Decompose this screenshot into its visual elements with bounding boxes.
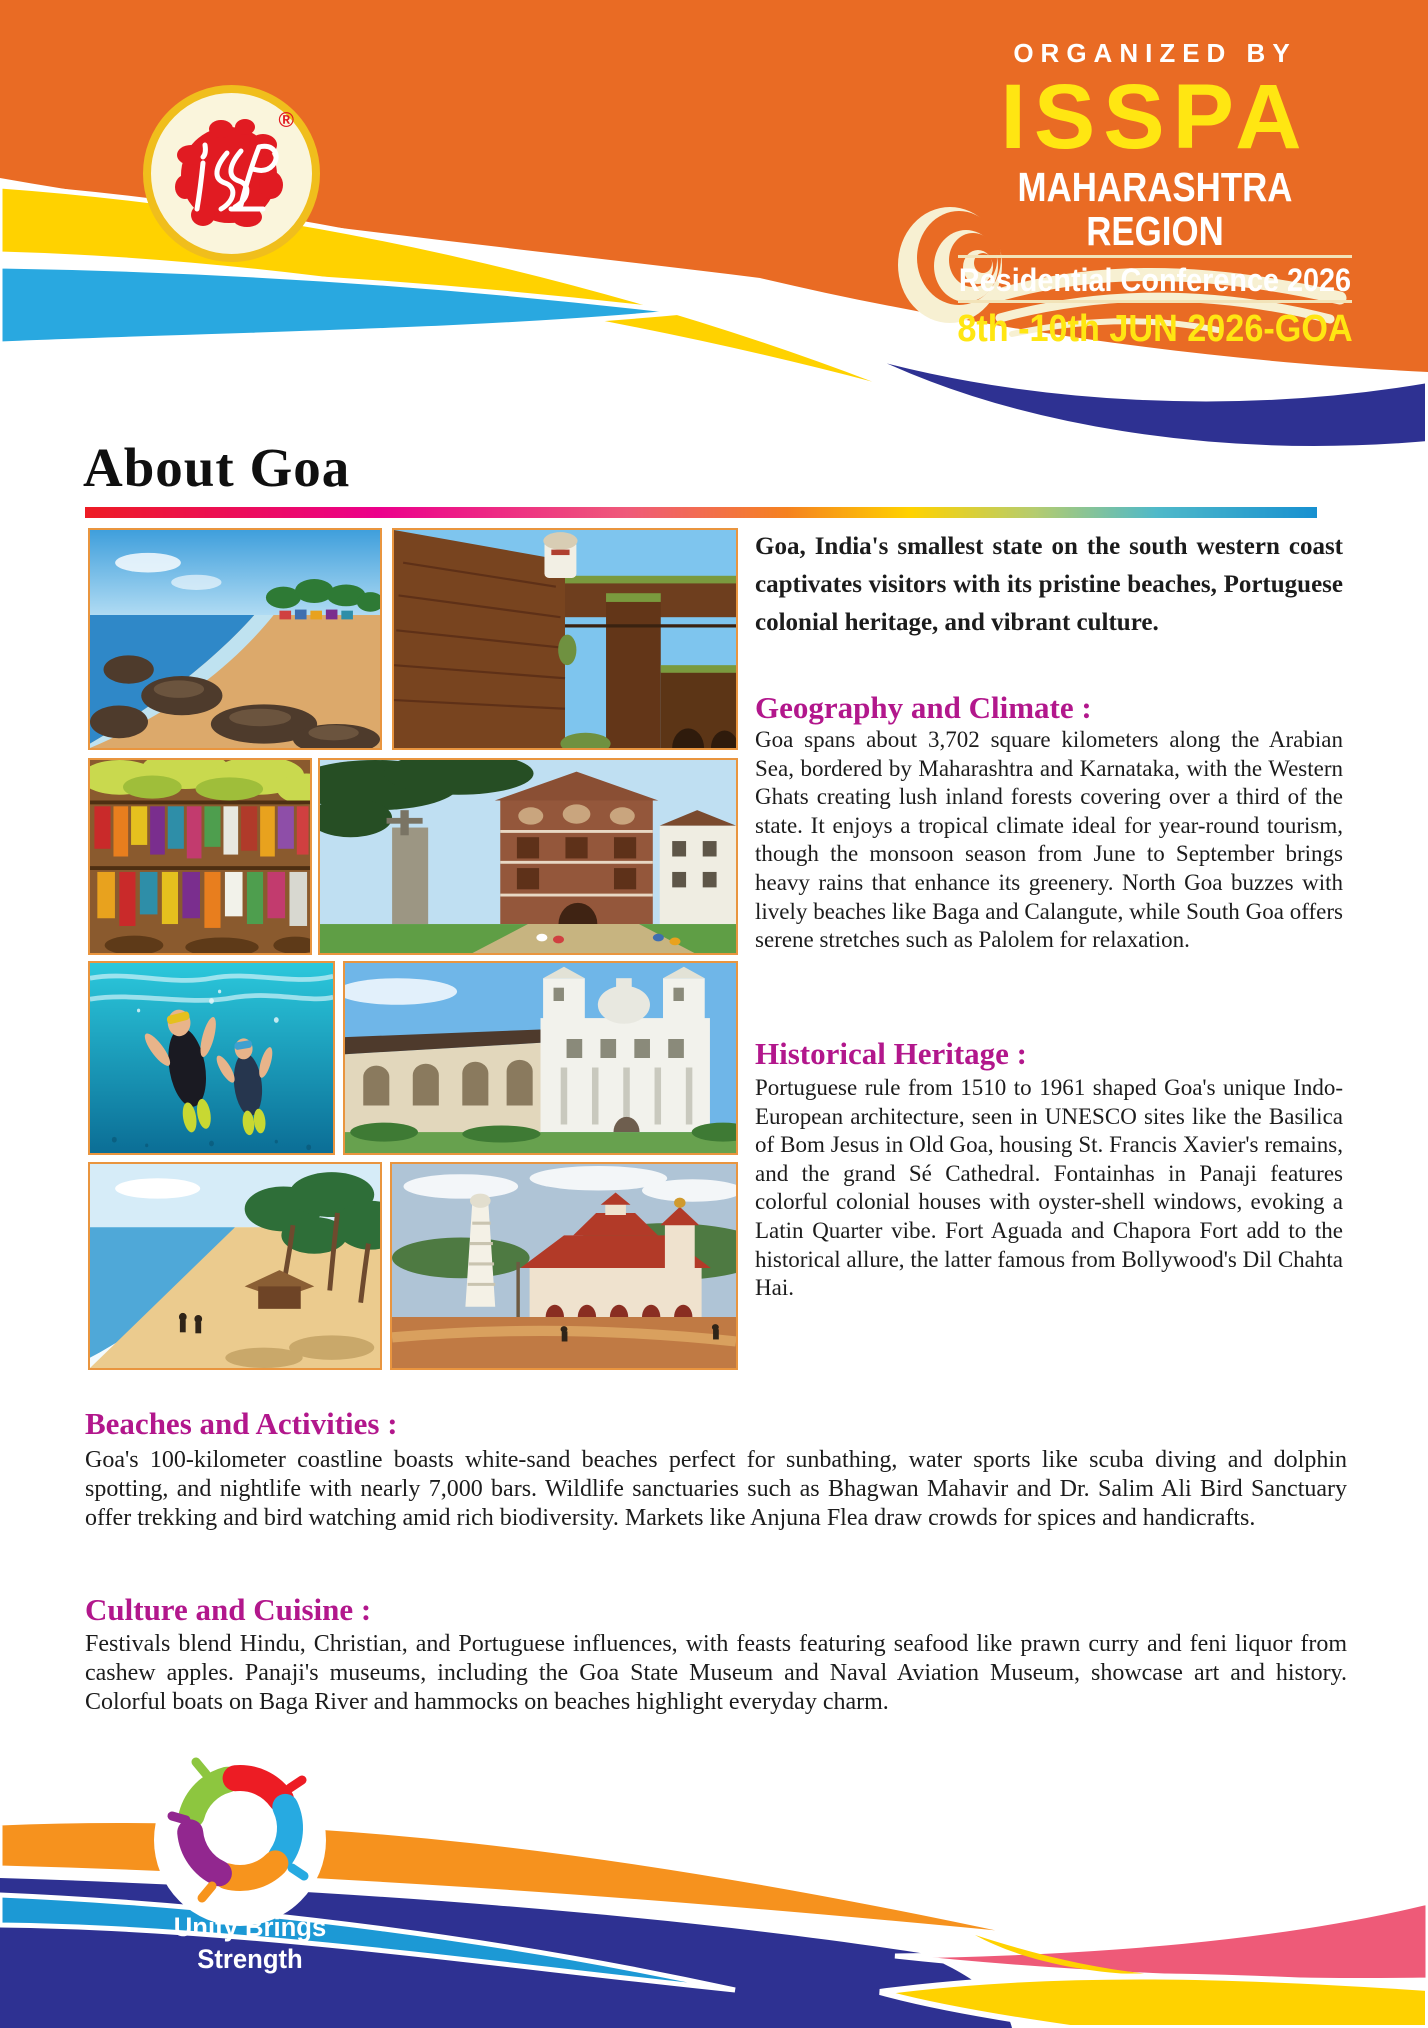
photo-basilica-of-bom-jesus [318,758,738,955]
unity-hands-logo [154,1754,326,1926]
section-heading-geography: Geography and Climate : [755,690,1092,725]
registered-trademark: ® [278,109,294,132]
snorkeling-illustration [90,963,333,1153]
organized-by-label: ORGANIZED BY [1013,38,1297,68]
market-illustration [90,760,310,953]
photo-flea-market [88,758,312,955]
section-body-geography: Goa spans about 3,702 square kilometers along the Arabian Sea, bordered by Maharashtra and Karnataka, with the Western Ghats creating lush inland forests covering over a third of the state. It enjoys a tropical climate ideal for year-round tourism, though the monsoon season from June to September brings heavy rains that enhance its greenery. North Goa buzzes with lively beaches like Baga and Calangute, while South Goa offers serene stretches such as Palolem for relaxation. [755,727,1343,953]
section-heading-culture: Culture and Cuisine : [85,1592,372,1627]
title-underline [85,507,1317,518]
fort-illustration [394,530,736,748]
temple-illustration [392,1164,736,1368]
photo-fort-aguada [392,528,738,750]
photo-red-temple [390,1162,738,1370]
photo-white-church [343,961,738,1155]
intro-paragraph: Goa, India's smallest state on the south western coast captivates visitors with its pristine beaches, Portuguese colonial heritage, and vibrant culture. [755,533,1343,636]
footer-pink-swoosh [895,1902,1428,1981]
section-body-beaches: Goa's 100-kilometer coastline boasts white-sand beaches perfect for sunbathing, water sports like scuba diving and dolphin spotting, and nightlife with nearly 7,000 bars. Wildlife sanctuaries such as Bhagwan Mahavir and Dr. Salim Ali Bird Sanctuary offer trekking and bird watching amid rich biodiversity. Markets like Anjuna Flea draw crowds for spices and handicrafts. [85,1447,1347,1531]
section-body-culture: Festivals blend Hindu, Christian, and Portuguese influences, with feasts featuring seafood like prawn curry and feni liquor from cashew apples. Panaji's museums, including the Goa State Museum and Naval Aviation Museum, showcase art and history. Colorful boats on Baga River and hammocks on beaches highlight everyday charm. [85,1631,1347,1715]
photo-beach-with-rocks [88,528,382,750]
white-church-illustration [345,963,736,1153]
palm-beach-illustration [90,1164,380,1368]
page-title: About Goa [83,437,351,498]
region-name: MAHARASHTRA REGION [1017,164,1293,254]
photo-palm-beach [88,1162,382,1370]
conference-dates: 8th -10th JUN 2026-GOA [957,308,1353,350]
section-heading-heritage: Historical Heritage : [755,1036,1028,1071]
section-body-heritage: Portuguese rule from 1510 to 1961 shaped Goa's unique Indo-European architecture, seen in UNESCO sites like the Basilica of Bom Jesus in Old Goa, housing St. Francis Xavier's remains, and the grand Sé Cathedral. Fontainhas in Panaji features colorful colonial houses with oyster-shell windows, evoking a Latin Quarter vibe. Fort Aguada and Chapora Fort add to the historical allure, the latter famous from Bollywood's Dil Chahta Hai. [755,1075,1343,1301]
footer-tagline-line1: Unity Brings [173,1912,327,1942]
conference-name: Residential Conference 2026 [958,262,1352,298]
basilica-illustration [320,760,736,953]
organization-name: ISSPA [1000,66,1310,168]
header-text-block [930,38,1380,351]
photo-snorkeling [88,961,335,1155]
header-separator-top [958,255,1352,258]
beach-rocks-illustration [90,530,380,748]
header-separator-bottom [958,300,1352,303]
footer-wave-banner [0,1728,1428,2028]
section-heading-beaches: Beaches and Activities : [85,1406,398,1441]
isap-logo [143,85,320,262]
footer-tagline-line2: Strength [197,1944,303,1974]
